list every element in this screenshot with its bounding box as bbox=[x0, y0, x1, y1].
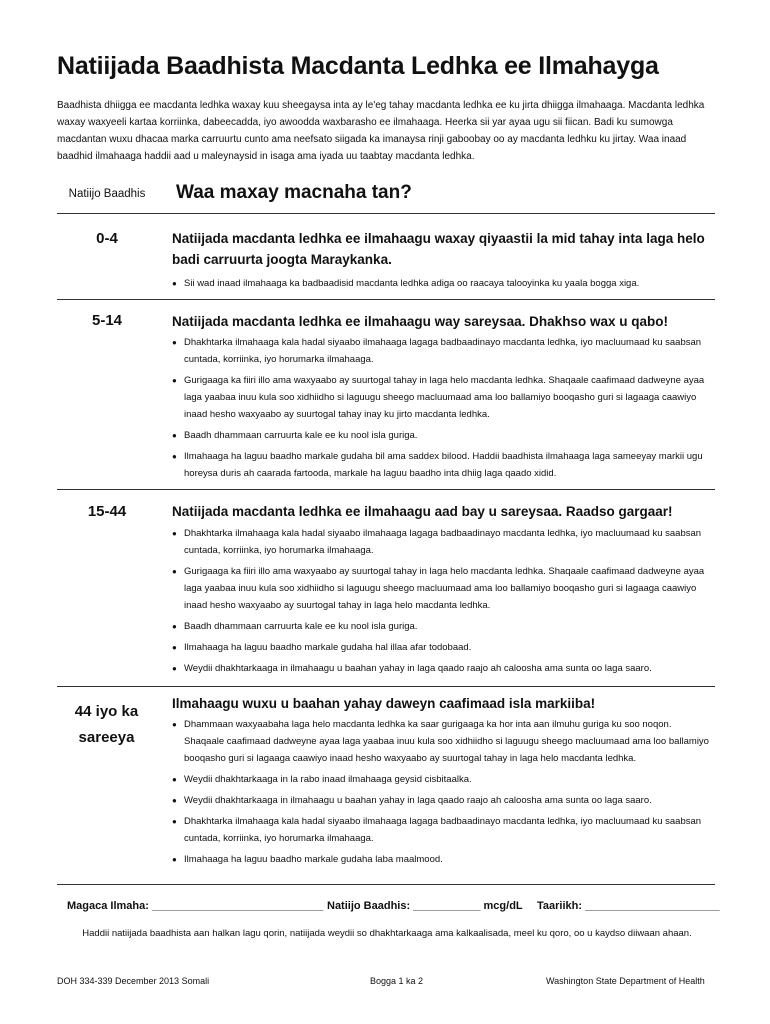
bullet-list bbox=[172, 716, 712, 872]
divider bbox=[57, 686, 715, 687]
footnote: Haddii natiijada baadhista aan halkan lagu qorin, natiijada weydii so dhakhtarkaaga ama kalkaalisada, meel ku qoro, oo u kaydso diiwaan ahaan. bbox=[82, 928, 692, 939]
list-item: ● Weydii dhakhtarkaaga in ilmahaagu u baahan yahay in laga qaado raajo ah caloosha ama sunta oo laga saaro. bbox=[172, 660, 712, 677]
list-item: ● Dhakhtarka ilmahaaga kala hadal siyaabo ilmahaaga lagaga badbaadinayo macdanta ledhka, iyo macluumaad ku saabsan cuntada, korriinka, iyo horumarka ilmahaaga. bbox=[172, 813, 712, 847]
list-item: ● Dhakhtarka ilmahaaga kala hadal siyaabo ilmahaaga lagaga badbaadinayo macdanta ledhka, iyo macluumaad ku saabsan cuntada, korriinka, iyo horumarka ilmahaaga. bbox=[172, 334, 712, 368]
organization-name: Washington State Department of Health bbox=[546, 976, 705, 986]
column-header-score: Natiijo Baadhis bbox=[68, 188, 146, 200]
divider bbox=[57, 884, 715, 885]
list-item: ● Ilmahaaga ha laguu baadho markale gudaha bil ama saddex bilood. Haddii baadhista ilmahaaga laga sameeyay markii ugu horeysa duris ah caarada fartooda, markale ha laguu baadho inta dhiig laga qaado xidid. bbox=[172, 448, 712, 482]
page-title: Natiijada Baadhista Macdanta Ledhka ee Ilmahayga bbox=[57, 52, 659, 80]
child-name-field[interactable]: Magaca Ilmaha: ____________________________ bbox=[67, 900, 324, 912]
date-field[interactable]: Taariikh: ______________________ bbox=[537, 900, 720, 912]
row-heading: Natiijada macdanta ledhka ee ilmahaagu aad bay u sareysaa. Raadso gargaar! bbox=[172, 504, 673, 519]
column-header-meaning: Waa maxay macnaha tan? bbox=[176, 182, 412, 203]
row-heading: Natiijada macdanta ledhka ee ilmahaagu way sareysaa. Dhakhso wax u qabo! bbox=[172, 314, 668, 329]
score-range: 44 iyo ka sareeya bbox=[74, 703, 139, 746]
bullet-list bbox=[172, 334, 712, 486]
bullet-list bbox=[172, 275, 712, 296]
list-item: ● Gurigaaga ka fiiri illo ama waxyaabo ay suurtogal tahay in laga helo macdanta ledhka. Shaqaale caafimaad dadweyne ayaa laga yaabaa inuu kula soo xidhiidho si laguugu sheego macluumaad ama loo ballamiyo booqasho guri si lagaaga caawiyo inaad hesho waxyaabo ay suurtogal tahay in laga helo macdanta ledhka. bbox=[172, 563, 712, 614]
list-item: ● Ilmahaaga ha laguu baadho markale gudaha hal illaa afar todobaad. bbox=[172, 639, 712, 656]
divider bbox=[57, 299, 715, 300]
list-item: ● Ilmahaaga ha laguu baadho markale gudaha laba maalmood. bbox=[172, 851, 712, 868]
row-heading: Natiijada macdanta ledhka ee ilmahaagu waxay qiyaastii la mid tahay inta laga helo badi carruurta joogta Maraykanka. bbox=[172, 231, 705, 267]
score-range: 0-4 bbox=[96, 230, 118, 247]
list-item: ● Weydii dhakhtarkaaga in la rabo inaad ilmahaaga geysid cisbitaalka. bbox=[172, 771, 712, 788]
list-item: ● Baadh dhammaan carruurta kale ee ku nool isla guriga. bbox=[172, 427, 712, 444]
page-number: Bogga 1 ka 2 bbox=[370, 976, 424, 986]
bullet-list bbox=[172, 525, 712, 681]
divider bbox=[57, 213, 715, 214]
row-heading: Ilmahaagu wuxu u baahan yahay daweyn caafimaad isla markiiba! bbox=[172, 696, 596, 711]
score-range: 15-44 bbox=[87, 503, 127, 520]
list-item: ● Dhakhtarka ilmahaaga kala hadal siyaabo ilmahaaga lagaga badbaadinayo macdanta ledhka, iyo macluumaad ku saabsan cuntada, korriinka, iyo horumarka ilmahaaga. bbox=[172, 525, 712, 559]
intro-paragraph: Baadhista dhiigga ee macdanta ledhka waxay kuu sheegaysa inta ay le'eg tahay macdanta ledhka ee ku jirta dhiigga ilmahaaga. Macdanta ledhka waxay waxyeeli kartaa korriinka, dabeecadda, iyo awoodda waxbarasho ee ilmahaaga. Heerka sii yar ayaa ugu sii fiican. Badi ku sumowga macdantan wuxu dhacaa marka carruurtu cunto ama neefsato siigada ka imanaysa rinji gaboobay oo ay macdanta ledhku ku jirtay. Waa inaad baadhid ilmahaaga haddii aad u maleynaysid in isaga ama iyada uu taabtay macdanta ledhka. bbox=[57, 100, 705, 162]
list-item: ● Sii wad inaad ilmahaaga ka badbaadisid macdanta ledhka adiga oo raacaya talooyinka ku yaala bogga xiga. bbox=[172, 275, 712, 292]
list-item: ● Gurigaaga ka fiiri illo ama waxyaabo ay suurtogal tahay in laga helo macdanta ledhka. Shaqaale caafimaad dadweyne ayaa laga yaabaa inuu kula soo xidhiidho si laguugu sheego macluumaad ama loo ballamiyo booqasho guri si lagaaga caawiyo inaad hesho waxyaabo ay suurtogal tahay inay ku jirto macdanta ledhka. bbox=[172, 372, 712, 423]
test-result-field[interactable]: Natiijo Baadhis: ___________ mcg/dL bbox=[327, 900, 523, 912]
score-range: 5-14 bbox=[91, 312, 123, 329]
document-id: DOH 334-339 December 2013 Somali bbox=[57, 976, 210, 986]
list-item: ● Weydii dhakhtarkaaga in ilmahaagu u baahan yahay in laga qaado raajo ah caloosha ama sunta oo laga saaro. bbox=[172, 792, 712, 809]
divider bbox=[57, 489, 715, 490]
list-item: ● Dhammaan waxyaabaha laga helo macdanta ledhka ka saar gurigaaga ka hor inta aan ilmuhu guriga ku soo noqon. Shaqaale caafimaad dadweyne ayaa laga yaabaa inuu kula soo xidhiidho si laguugu sheego macluumaad ama loo ballamiyo booqasho guri si lagaaga caawiyo inaad hesho waxyaabo ay suurtogal tahay in laga helo macdanta ledhka. bbox=[172, 716, 712, 767]
list-item: ● Baadh dhammaan carruurta kale ee ku nool isla guriga. bbox=[172, 618, 712, 635]
